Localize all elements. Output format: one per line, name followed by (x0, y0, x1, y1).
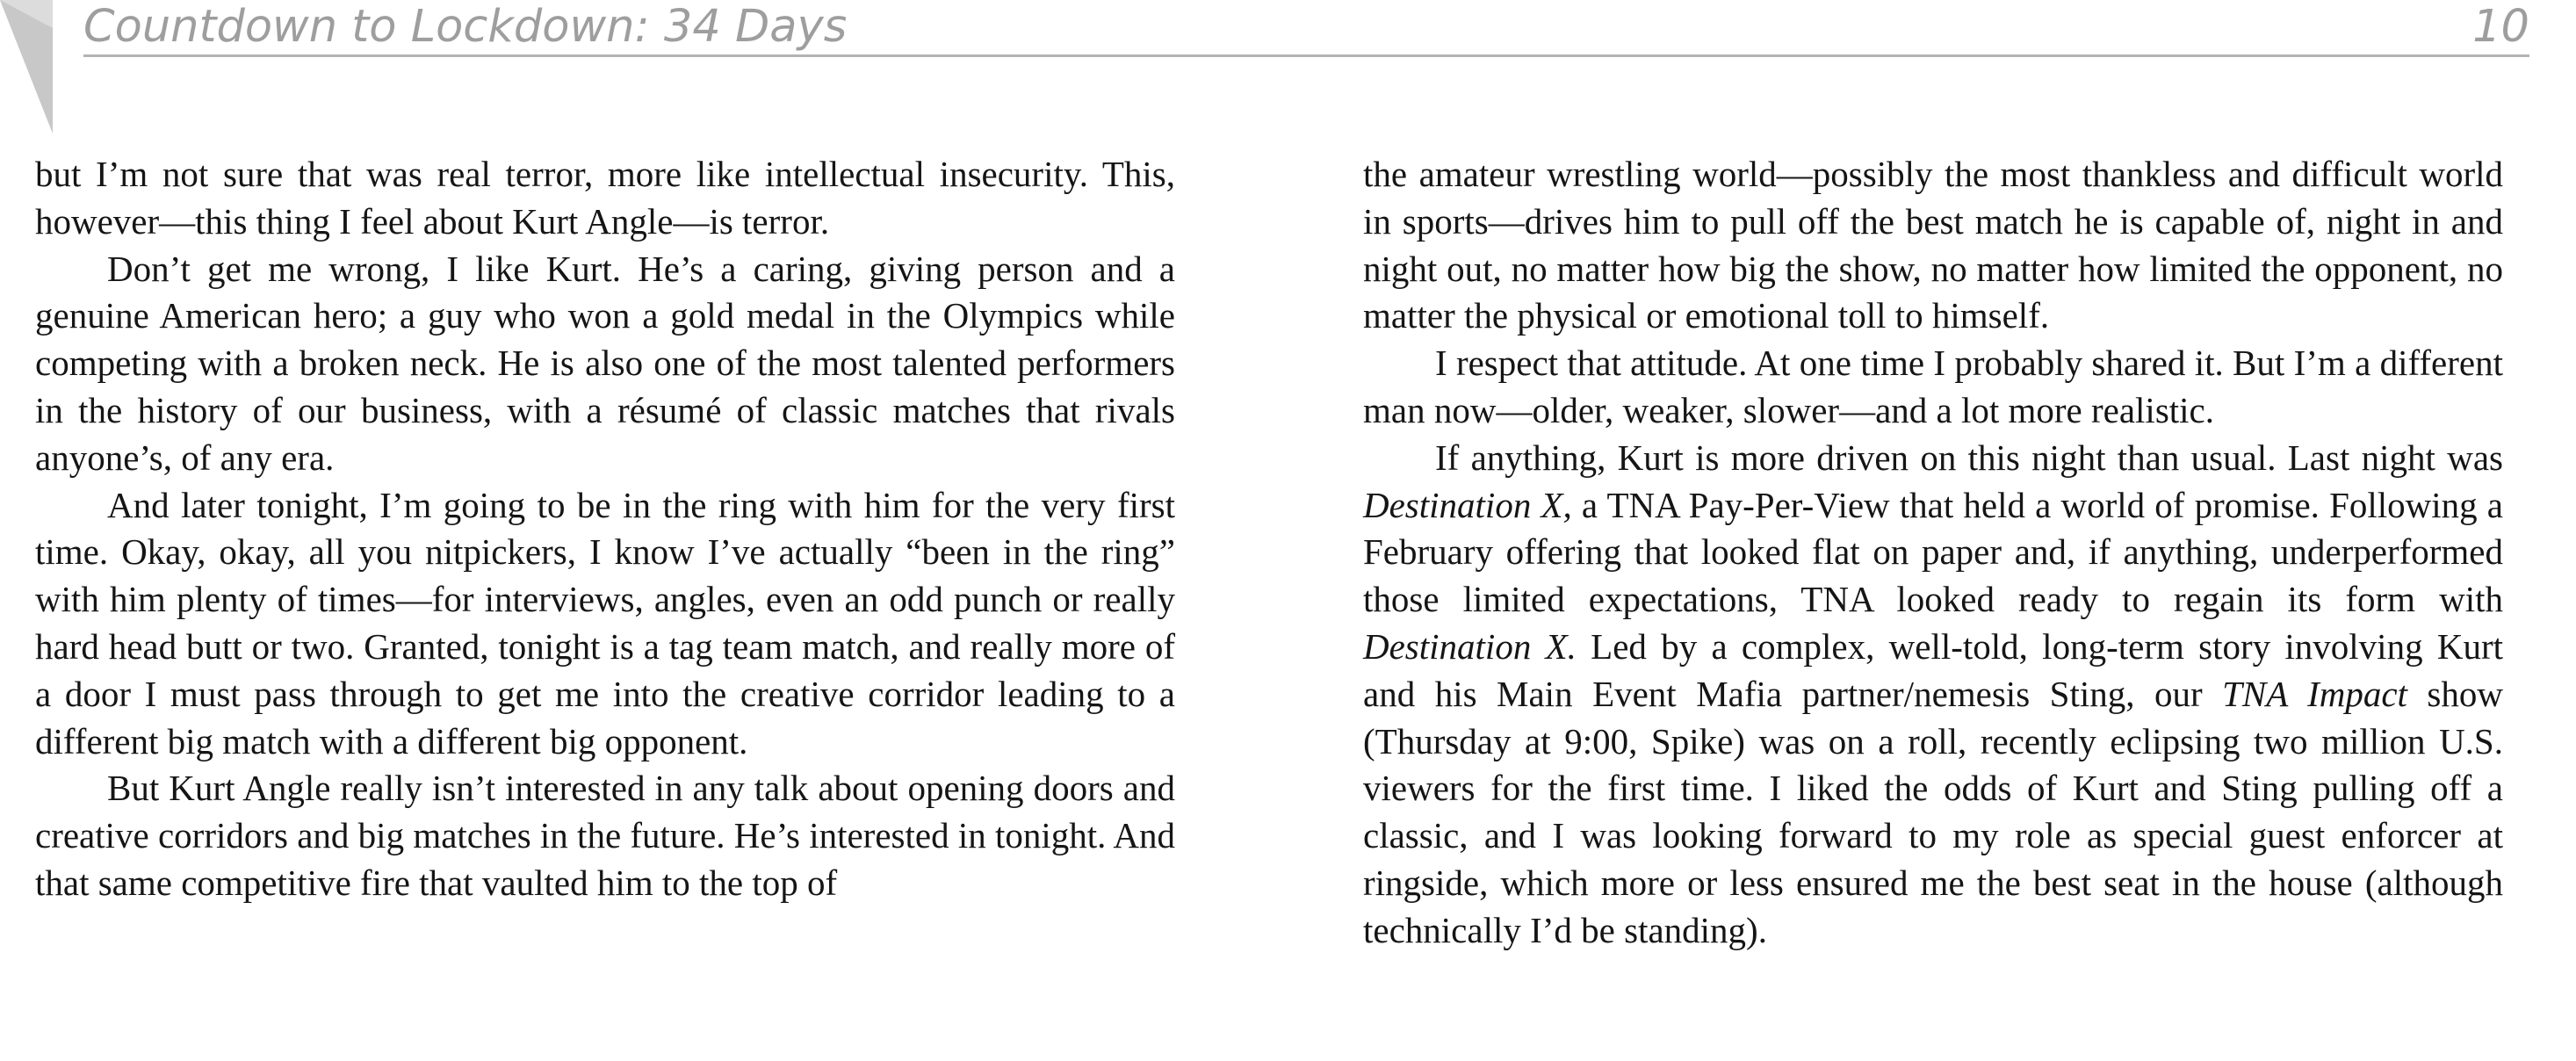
paragraph-text: But Kurt Angle really isn’t interested in any talk about opening doors and creative corridors and big matches in the future. He’s interested in tonight. And that same competitive fire that vaulted him to the top of (35, 768, 1175, 903)
paragraph-text: Don’t get me wrong, I like Kurt. He’s a caring, giving person and a genuine American hero; a guy who won a gold medal in the Olympics while competing with a broken neck. He is also one of the most talented performers in the history of our business, with a résumé of classic matches that rivals anyone’s, of any era. (35, 248, 1175, 478)
page-corner-fold (0, 0, 53, 134)
paragraph-text: show (Thursday at 9:00, Spike) was on a roll, recently eclipsing two million U.S. viewers for the first time. I liked the odds of Kurt and Sting pulling off a classic, and I was looking forward to my role as special guest enforcer at ringside, which more or less ensured me the best seat in the house (although technically I’d be standing). (1363, 673, 2503, 950)
page-number: 10 (2472, 1, 2529, 53)
body-paragraph (35, 482, 1175, 766)
body-paragraph (35, 151, 1175, 246)
left-text-column (35, 151, 1175, 907)
italic-title-text: Destination X. (1363, 625, 1577, 667)
italic-title-text: Destination X, (1363, 484, 1572, 525)
body-paragraph (35, 246, 1175, 482)
body-paragraph (1363, 151, 2503, 340)
paragraph-text: the amateur wrestling world—possibly the most thankless and difficult world in sports—drives him to pull off the best match he is capable of, night in and night out, no matter how big the show, no matter how limited the opponent, no matter the physical or emotional toll to himself. (1363, 154, 2503, 336)
paragraph-text: I respect that attitude. At one time I probably shared it. But I’m a different man now—older, weaker, slower—and a lot more realistic. (1363, 343, 2503, 430)
paragraph-text: And later tonight, I’m going to be in the ring with him for the very first time. Okay, okay, all you nitpickers, I know I’ve actually “been in the ring” with him plenty of times—for interviews, angles, even an odd punch or really hard head butt or two. Granted, tonight is a tag team match, and really more of a door I must pass through to get me into the creative corridor leading to a different big match with a different big opponent. (35, 484, 1175, 761)
paragraph-text: but I’m not sure that was real terror, more like intellectual insecurity. This, however—this thing I feel about Kurt Angle—is terror. (35, 154, 1175, 242)
paragraph-text: Led by a complex, well-told, long-term story involving Kurt and his Main Event Mafia partner/nemesis Sting, our (1363, 625, 2503, 714)
paragraph-text: If anything, Kurt is more driven on this night than usual. Last night was (1435, 437, 2503, 478)
body-paragraph (35, 765, 1175, 906)
paragraph-text: a TNA Pay-Per-View that held a world of promise. Following a February offering that looked flat on paper and, if anything, underperformed those limited expectations, TNA looked ready to regain its form with (1363, 484, 2503, 620)
italic-title-text: TNA Impact (2222, 673, 2407, 714)
right-text-column (1363, 151, 2503, 955)
body-paragraph (1363, 435, 2503, 955)
body-paragraph (1363, 340, 2503, 435)
running-header (83, 0, 2529, 57)
chapter-title: Countdown to Lockdown: 34 Days (83, 1, 848, 53)
